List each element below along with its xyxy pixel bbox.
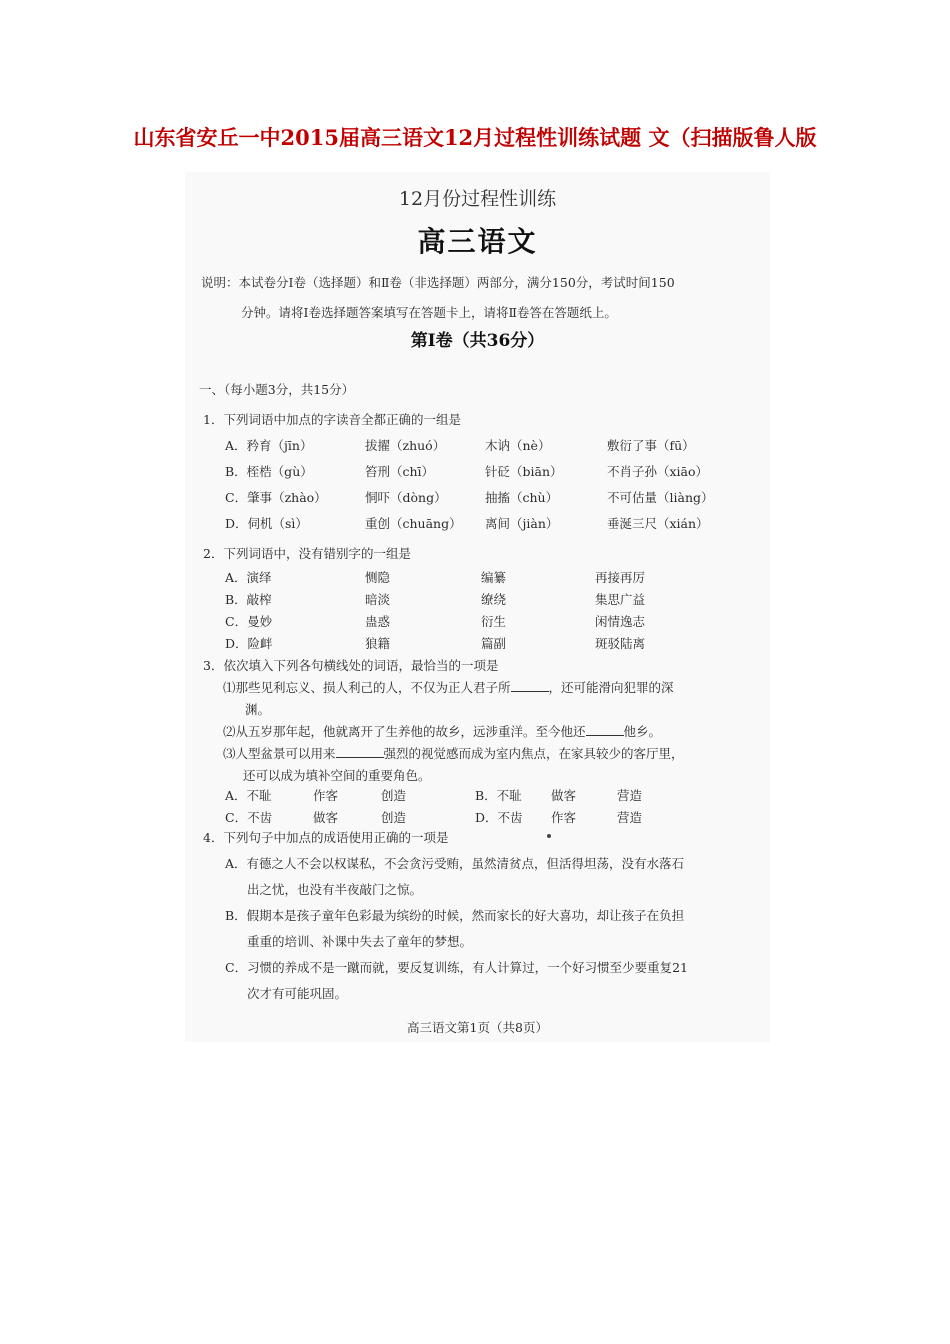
q1-option: C．肇事（zhào） bbox=[225, 490, 327, 505]
q3-option: 作客 bbox=[551, 810, 577, 825]
q4-option-a-cont: 出之忧，也没有半夜敲门之惊。 bbox=[247, 882, 423, 897]
q4-option-a: A．有德之人不会以权谋私，不会贪污受贿，虽然清贫点，但活得坦荡，没有水落石 bbox=[225, 856, 685, 871]
q3-sentence-1-cont: 渊。 bbox=[245, 702, 271, 717]
q3-sentence-1: ⑴那些见利忘义、损人利己的人，不仅为正人君子所 ，还可能滑向犯罪的深 bbox=[223, 680, 674, 695]
section-heading: 一、（每小题3分，共15分） bbox=[199, 382, 355, 397]
q3-option: 做客 bbox=[313, 810, 339, 825]
q3-option: D．不齿 bbox=[475, 810, 523, 825]
q2-option: 狼籍 bbox=[365, 636, 391, 651]
q1-option: 针砭（biān） bbox=[485, 464, 563, 479]
part-title: 第Ⅰ卷（共36分） bbox=[410, 331, 545, 351]
page-footer: 高三语文第1页（共8页） bbox=[407, 1020, 548, 1035]
exam-main-title: 高三语文 bbox=[417, 225, 538, 258]
q1-option: 垂涎三尺（xián） bbox=[607, 516, 709, 531]
q1-stem: 1．下列词语中加点的字读音全都正确的一组是 bbox=[203, 412, 461, 427]
q1-option: B．桎梏（gù） bbox=[225, 464, 313, 479]
answer-blank bbox=[511, 679, 549, 692]
answer-blank bbox=[336, 745, 384, 758]
q1-option: 不肖子孙（xiāo） bbox=[607, 464, 709, 479]
q1-option: 拔擢（zhuó） bbox=[365, 438, 446, 453]
q3-option: 创造 bbox=[381, 810, 407, 825]
q1-option: A．矜育（jīn） bbox=[225, 438, 313, 453]
exam-instructions bbox=[201, 268, 761, 328]
scan-dot bbox=[547, 834, 551, 838]
q3-option: A．不耻 bbox=[225, 788, 272, 803]
q2-option: 集思广益 bbox=[595, 592, 646, 607]
q3-sentence-3-cont: 还可以成为填补空间的重要角色。 bbox=[243, 768, 431, 783]
q1-option: 重创（chuāng） bbox=[365, 516, 462, 531]
q3-sentence-2: ⑵从五岁那年起，他就离开了生养他的故乡，远涉重洋。至今他还 他乡。 bbox=[223, 724, 662, 739]
q2-option: B．敲榨 bbox=[225, 592, 272, 607]
q3-stem: 3．依次填入下列各句横线处的词语，最恰当的一项是 bbox=[203, 658, 499, 673]
q2-option: D．险衅 bbox=[225, 636, 273, 651]
q2-option: 篇副 bbox=[481, 636, 507, 651]
q2-option: 再接再厉 bbox=[595, 570, 646, 585]
q2-option: A．演绎 bbox=[225, 570, 272, 585]
q1-option: 敷衍了事（fū） bbox=[607, 438, 695, 453]
q2-option: 缭绕 bbox=[481, 592, 507, 607]
q4-option-b: B．假期本是孩子童年色彩最为缤纷的时候，然而家长的好大喜功，却让孩子在负担 bbox=[225, 908, 685, 923]
q1-option: 笞刑（chī） bbox=[365, 464, 435, 479]
q2-option: 斑驳陆离 bbox=[595, 636, 646, 651]
q4-option-c-cont: 次才有可能巩固。 bbox=[247, 986, 348, 1001]
document-title: 山东省安丘一中2015届高三语文12月过程性训练试题 文（扫描版鲁人版 bbox=[133, 125, 817, 150]
q3-option: 营造 bbox=[617, 810, 643, 825]
q4-option-c: C．习惯的养成不是一蹴而就，要反复训练，有人计算过，一个好习惯至少要重复21 bbox=[225, 960, 688, 975]
q2-option: 编纂 bbox=[481, 570, 507, 585]
q1-option: 木讷（nè） bbox=[485, 438, 551, 453]
q3-sentence-3: ⑶人型盆景可以用来 强烈的视觉感而成为室内焦点，在家具较少的客厅里， bbox=[223, 746, 684, 761]
q4-option-b-cont: 重重的培训、补课中失去了童年的梦想。 bbox=[247, 934, 473, 949]
q3-option: C．不齿 bbox=[225, 810, 273, 825]
q3-option: 做客 bbox=[551, 788, 577, 803]
q3-option: 作客 bbox=[313, 788, 339, 803]
exam-subtitle: 12月份过程性训练 bbox=[398, 188, 557, 210]
q1-option: 不可估量（liàng） bbox=[607, 490, 714, 505]
q2-option: 闲情逸志 bbox=[595, 614, 646, 629]
q3-option: B．不耻 bbox=[475, 788, 522, 803]
q1-option: 抽搐（chù） bbox=[485, 490, 559, 505]
q2-option: 衍生 bbox=[481, 614, 507, 629]
q3-option: 营造 bbox=[617, 788, 643, 803]
q2-option: 暗淡 bbox=[365, 592, 391, 607]
q3-option: 创造 bbox=[381, 788, 407, 803]
q2-option: C．曼妙 bbox=[225, 614, 273, 629]
answer-blank bbox=[586, 723, 624, 736]
q2-stem: 2．下列词语中，没有错别字的一组是 bbox=[203, 546, 411, 561]
instructions-line-2: 分钟。请将Ⅰ卷选择题答案填写在答题卡上，请将Ⅱ卷答在答题纸上。 bbox=[241, 305, 617, 320]
instructions-line-1: 说明：本试卷分Ⅰ卷（选择题）和Ⅱ卷（非选择题）两部分，满分150分，考试时间150 bbox=[201, 275, 675, 290]
q4-stem: 4．下列句子中加点的成语使用正确的一项是 bbox=[203, 830, 449, 845]
q1-option: 离间（jiàn） bbox=[485, 516, 559, 531]
q2-option: 蛊惑 bbox=[365, 614, 391, 629]
scanned-page bbox=[185, 172, 770, 1042]
q2-option: 恻隐 bbox=[365, 570, 391, 585]
q1-option: D．伺机（sì） bbox=[225, 516, 308, 531]
q1-option: 恫吓（dòng） bbox=[365, 490, 447, 505]
